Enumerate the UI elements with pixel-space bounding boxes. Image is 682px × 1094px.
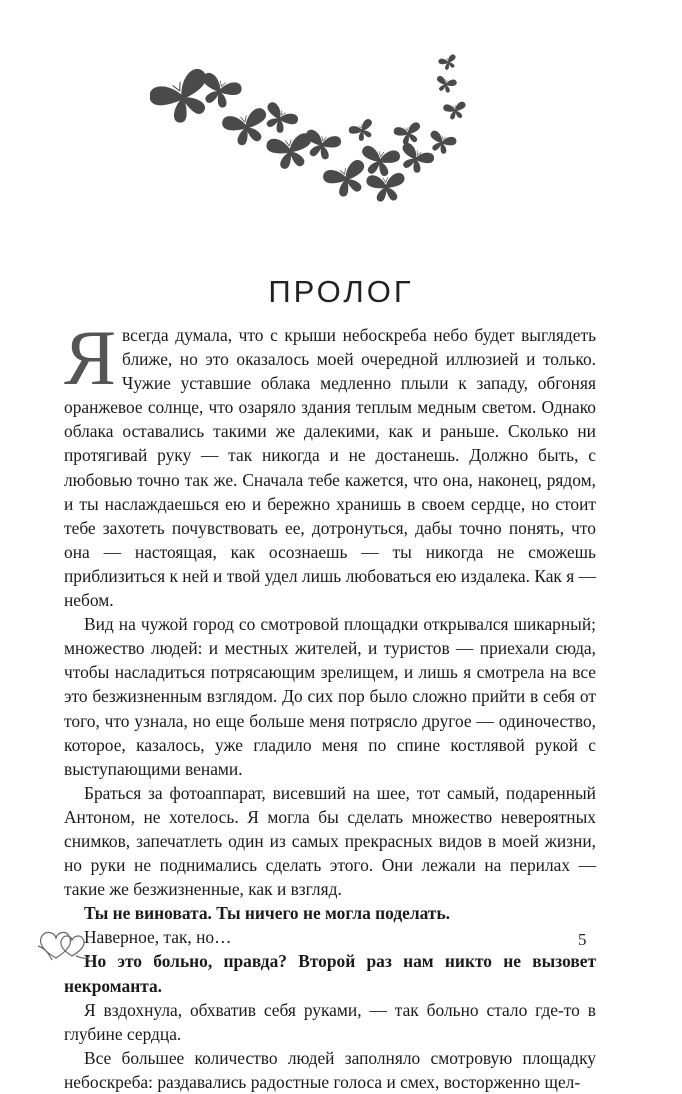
inner-voice-line-1: Ты не виновата. Ты ничего не могла поделать. [84, 903, 450, 924]
hearts-ornament-icon [36, 926, 92, 966]
chapter-title: ПРОЛОГ [268, 274, 414, 309]
paragraph-2: Вид на чужой город со смотровой площадки открывался шикарный; множество людей: и местных жителей, и туристов — приехали сюда, чтобы насладиться потрясающим зрелищем, и лишь я смотрела на все это безжизненным взглядом. До сих пор было сложно прийти в себя от того, что узнала, но еще больше меня потрясло другое — одиночество, которое, казалось, уже гладило меня по спине костлявой рукой с выступающими венами. [64, 614, 596, 779]
paragraph-text: всегда думала, что с крыши небоскреба небо будет выглядеть ближе, но это оказалось моей очередной иллюзией и только. Чужие уставшие облака медленно плыли к западу, обгоняя оранжевое солнце, что озаряло здания теплым медным светом. Однако облака оставались такими же далекими, как и раньше. Сколько ни протягивай руку — так никогда и не достанешь. Должно быть, с любовью точно так же. Сначала тебе кажется, что она, наконец, рядом, и ты наслаждаешься ею и бережно хранишь в своем сердце, но стоит тебе захотеть почувствовать ее, дотронуться, дабы точно понять, что она — настоящая, как осознаешь — ты никогда не сможешь приблизиться к ней и твой удел лишь любоваться ею издалека. Как я — небом. [64, 325, 596, 611]
paragraph-3: Браться за фотоаппарат, висевший на шее, тот самый, подаренный Антоном, не хотелось. Я могла бы сделать множество невероятных снимков, запечатлеть один из самых прекрасных видов в моей жизни, но руки не поднимались сделать этого. Они лежали на перилах — такие же безжизненные, как и взгляд. [64, 782, 596, 900]
paragraph-8: Все большее количество людей заполняло смотровую площадку небоскреба: раздавались радостные голоса и смех, восторженно щел- [64, 1047, 596, 1092]
drop-cap: Я [64, 314, 117, 401]
inner-voice-line-2: Но это больно, правда? Второй раз нам никто не вызовет некроманта. [64, 951, 596, 996]
paragraph-1 [64, 314, 596, 612]
page-number: 5 [578, 930, 587, 949]
chapter-text [64, 314, 596, 1094]
paragraph-7: Я вздохнула, обхватив себя руками, — так больно стало где-то в глубине сердца. [64, 999, 596, 1044]
butterflies-ornament-icon [150, 38, 480, 213]
paragraph-5: Наверное, так, но… [84, 927, 232, 948]
